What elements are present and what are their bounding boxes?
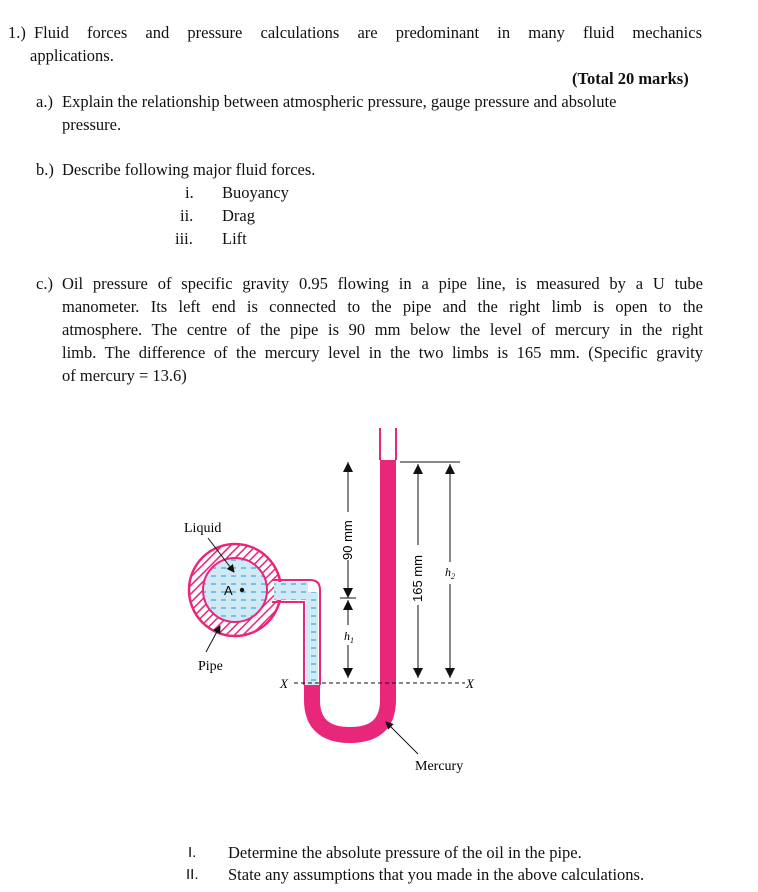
pipe-liquid bbox=[203, 558, 267, 622]
part-c-line: of mercury = 13.6) bbox=[62, 366, 187, 385]
mercury-label: Mercury bbox=[415, 759, 464, 774]
pipe-section bbox=[189, 544, 281, 636]
part-c-line: atmosphere. The centre of the pipe is 90 mm below the level of mercury in the right bbox=[62, 320, 703, 339]
part-c-line: limb. The difference of the mercury level in the two limbs is 165 mm. (Specific gravity bbox=[62, 343, 703, 362]
mercury-leader bbox=[386, 722, 418, 754]
force-item-buoyancy: Buoyancy bbox=[222, 183, 289, 202]
part-a-text-cont: pressure. bbox=[62, 115, 122, 134]
left-limb-liquid bbox=[306, 592, 318, 685]
dim-165-label: 165 mm bbox=[410, 555, 425, 602]
datum-x-right: X bbox=[466, 676, 474, 691]
part-c-line: manometer. Its left end is connected to the pipe and the right limb is open to the bbox=[62, 297, 703, 316]
task-assumptions: State any assumptions that you made in the above calculations. bbox=[228, 865, 645, 884]
manometer-diagram bbox=[160, 420, 490, 790]
point-a-dot bbox=[240, 588, 244, 592]
pipe-label: Pipe bbox=[198, 659, 223, 674]
datum-x-left: X bbox=[280, 676, 288, 691]
question-intro-cont: applications. bbox=[30, 46, 114, 65]
part-c-line: Oil pressure of specific gravity 0.95 flowing in a pipe line, is measured by a U tube bbox=[62, 274, 703, 293]
tube-liquid bbox=[274, 582, 308, 600]
dim-h2-label: $h_2$ bbox=[445, 565, 455, 581]
part-b-label: b.) bbox=[36, 160, 54, 179]
question-number: 1.) bbox=[8, 23, 26, 42]
point-a-label: A bbox=[224, 583, 233, 598]
part-a-label: a.) bbox=[36, 92, 53, 111]
total-marks: (Total 20 marks) bbox=[572, 69, 689, 88]
task-absolute-pressure: Determine the absolute pressure of the oil in the pipe. bbox=[228, 843, 582, 862]
force-item-drag: Drag bbox=[222, 206, 255, 225]
force-item-lift: Lift bbox=[222, 229, 247, 248]
task-num: I. bbox=[188, 844, 197, 861]
part-a-text: Explain the relationship between atmospheric pressure, gauge pressure and absolute bbox=[62, 92, 617, 111]
force-item-num: i. bbox=[185, 183, 194, 202]
part-c-label: c.) bbox=[36, 274, 53, 293]
force-item-num: ii. bbox=[180, 206, 194, 225]
tube-outline bbox=[272, 602, 304, 685]
liquid-label: Liquid bbox=[184, 521, 222, 536]
dim-h1-label: $h_1$ bbox=[344, 629, 354, 645]
dim-90-label: 90 mm bbox=[340, 520, 355, 560]
task-num: II. bbox=[186, 866, 199, 883]
question-intro: Fluid forces and pressure calculations are predominant in many fluid mechanics bbox=[34, 23, 702, 42]
force-item-num: iii. bbox=[175, 229, 193, 248]
part-b-text: Describe following major fluid forces. bbox=[62, 160, 316, 179]
